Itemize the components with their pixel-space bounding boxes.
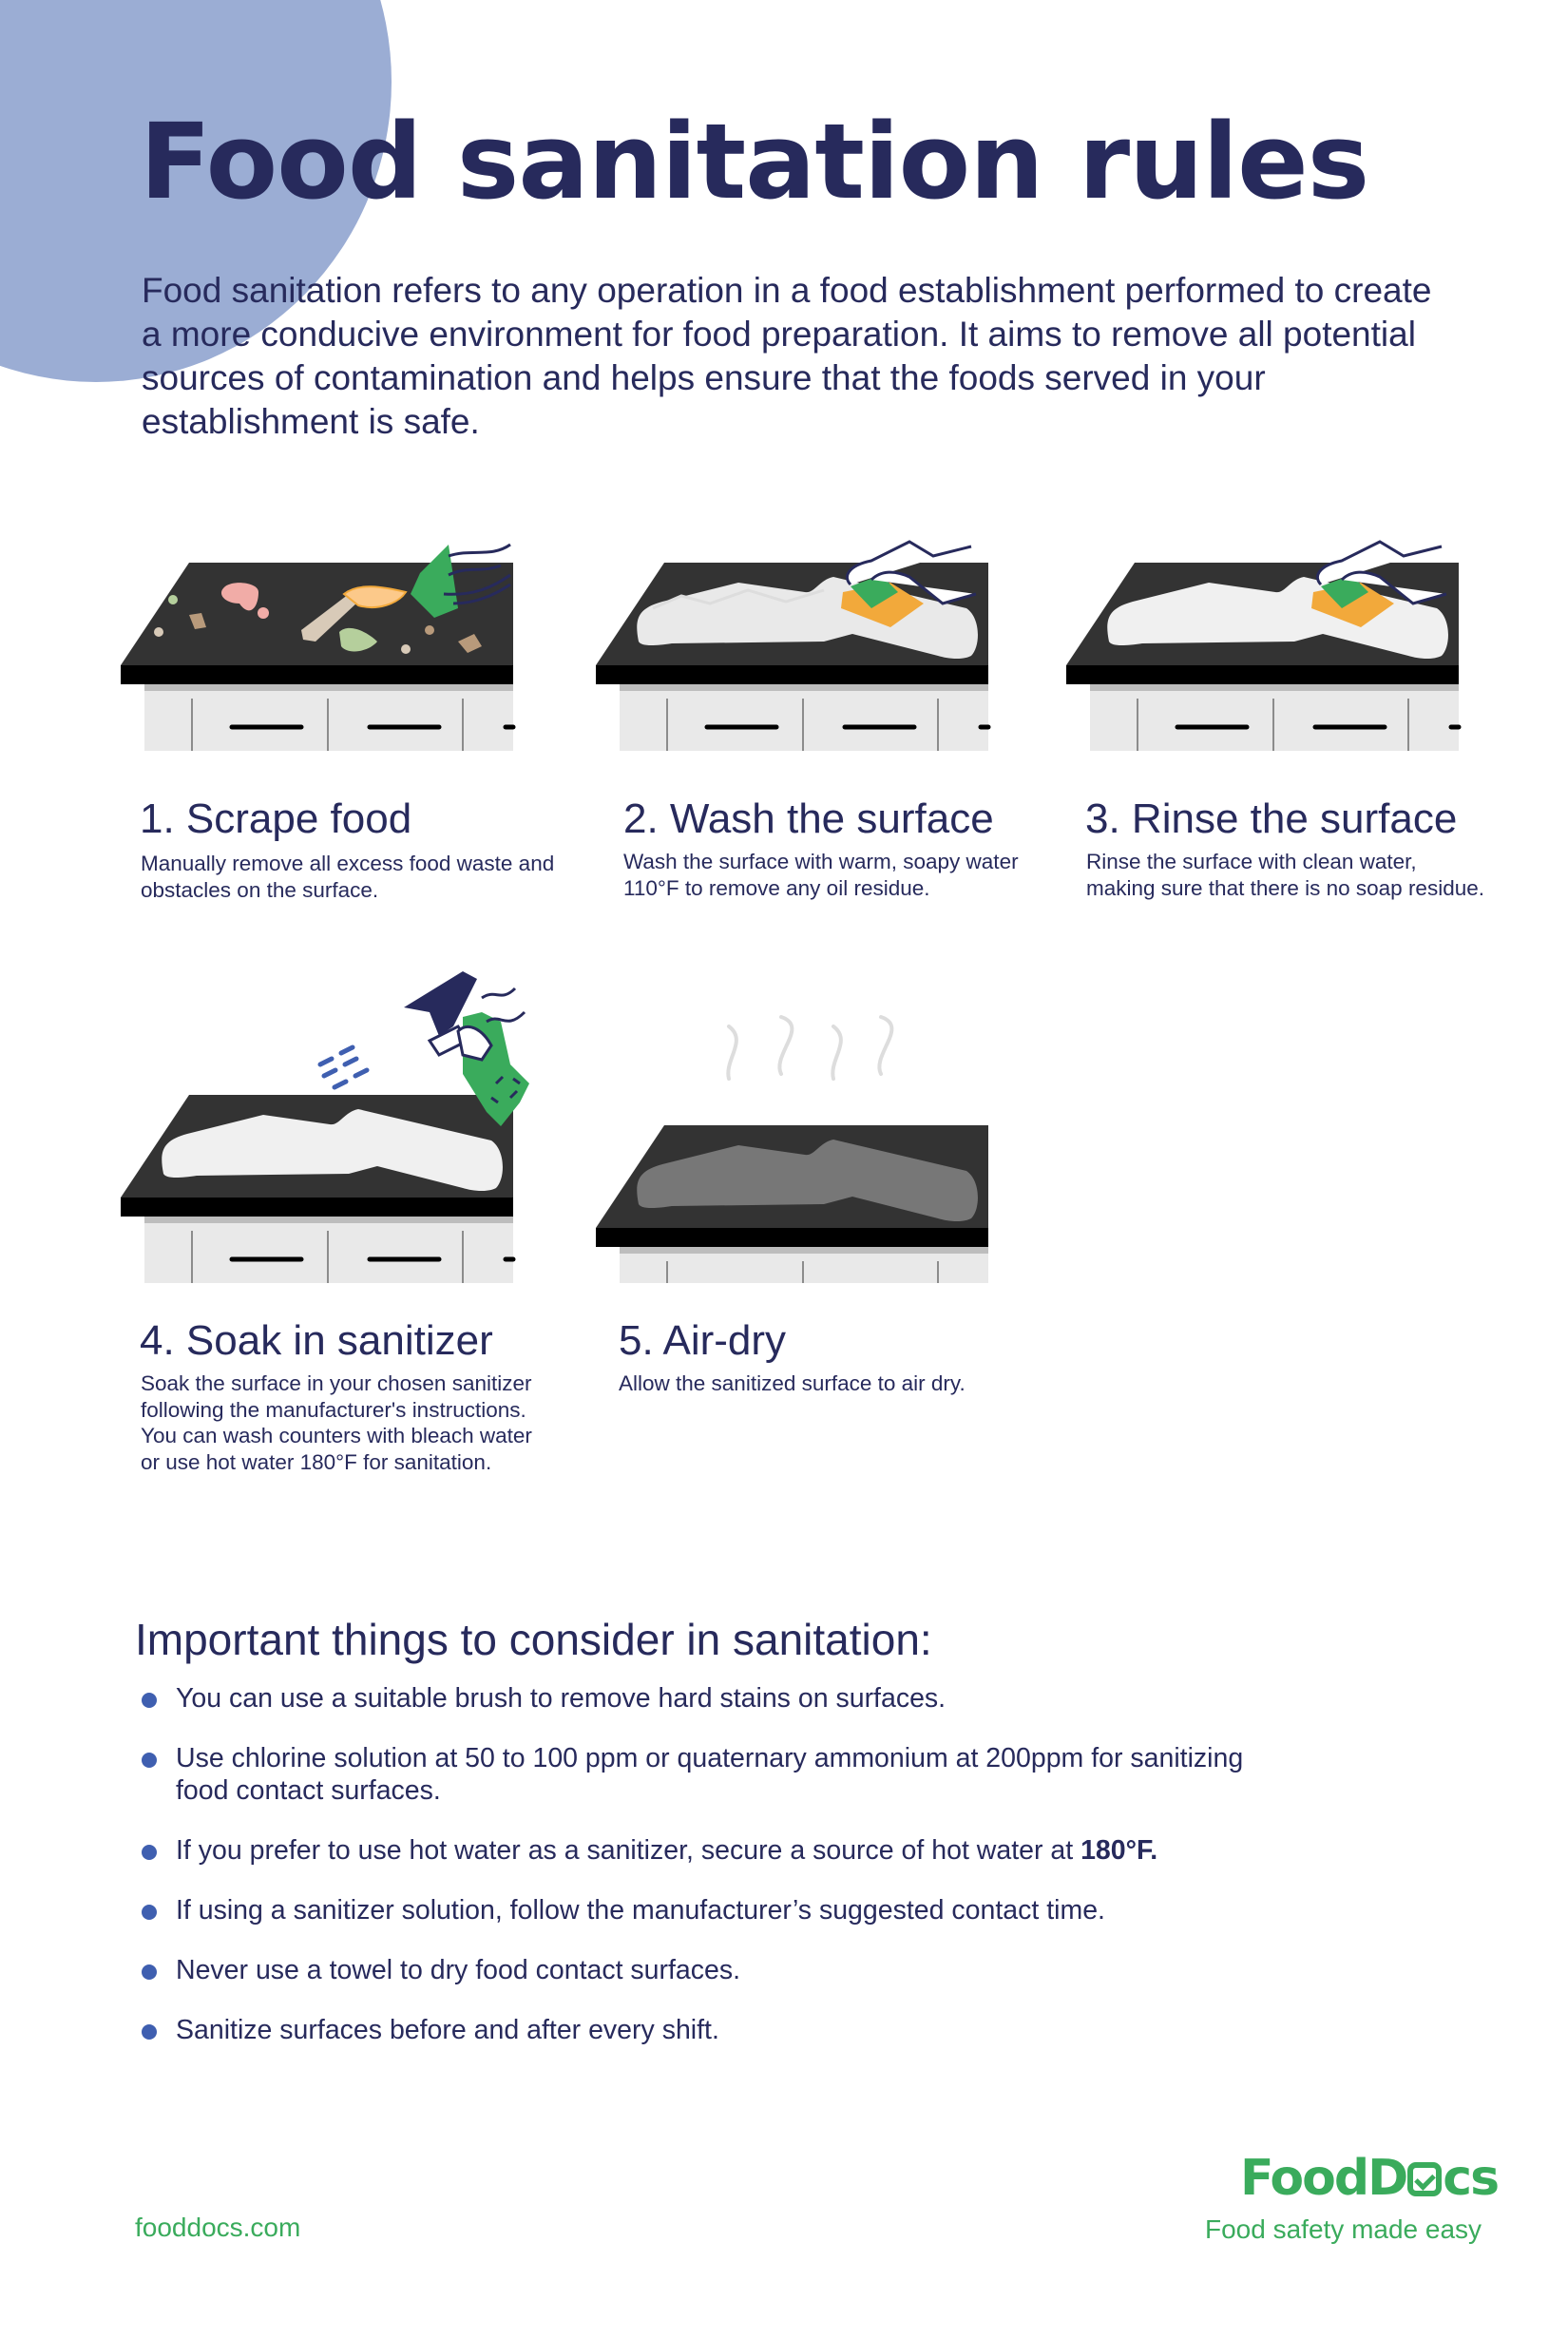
bullet-icon <box>142 1905 157 1920</box>
bullet-icon <box>142 1964 157 1980</box>
counter-dry-icon <box>596 998 1052 1283</box>
tip-item: Use chlorine solution at 50 to 100 ppm or quaternary ammonium at 200ppm for sanitizing food contact surfaces. <box>140 1742 1280 1807</box>
tip-item: Sanitize surfaces before and after every shift. <box>140 2014 1280 2046</box>
page-title: Food sanitation rules <box>140 101 1369 222</box>
tip-item: Never use a towel to dry food contact surfaces. <box>140 1954 1280 1986</box>
counter-wash-icon <box>596 527 1052 756</box>
step-4-title: 4. Soak in sanitizer <box>140 1317 493 1364</box>
steam-icon <box>728 1017 891 1079</box>
step-3-description: Rinse the surface with clean water, making sure that there is no soap residue. <box>1086 850 1484 900</box>
checkbox-icon <box>1407 2162 1442 2196</box>
step-4-description: Soak the surface in your chosen sanitizer following the manufacturer's instructions. You can wash counters with bleach water or use hot water 180°F for sanitation. <box>141 1371 532 1474</box>
bullet-icon <box>142 2024 157 2040</box>
website-link[interactable]: fooddocs.com <box>135 2213 301 2242</box>
step-wash-illustration <box>596 527 1052 756</box>
counter-scrape-icon <box>121 527 577 756</box>
step-dry-illustration <box>596 998 1052 1283</box>
bullet-icon <box>142 1753 157 1768</box>
tips-list <box>140 1682 1280 2074</box>
tip-item: If you prefer to use hot water as a sanitizer, secure a source of hot water at 180°F. <box>140 1834 1280 1867</box>
step-2-title: 2. Wash the surface <box>623 795 994 842</box>
tips-heading: Important things to consider in sanitation: <box>135 1615 932 1664</box>
step-1-title: 1. Scrape food <box>140 795 412 842</box>
bullet-icon <box>142 1693 157 1708</box>
intro-paragraph: Food sanitation refers to any operation in a food establishment performed to create a more conducive environment for food preparation. It aims to remove all potential sources of contamination and helps ensure that the foods served in your establishment is safe. <box>142 271 1432 441</box>
tip-item: If using a sanitizer solution, follow the manufacturer’s suggested contact time. <box>140 1894 1280 1926</box>
step-3-title: 3. Rinse the surface <box>1085 795 1458 842</box>
step-5-title: 5. Air-dry <box>619 1317 787 1364</box>
step-rinse-illustration <box>1066 527 1522 756</box>
step-sanitize-illustration <box>121 969 577 1283</box>
brand-tagline: Food safety made easy <box>1205 2214 1482 2244</box>
counter-spray-icon <box>121 969 577 1283</box>
tip-item: You can use a suitable brush to remove hard stains on surfaces. <box>140 1682 1280 1715</box>
counter-rinse-icon <box>1066 527 1522 756</box>
bullet-icon <box>142 1845 157 1860</box>
step-2-description: Wash the surface with warm, soapy water 110°F to remove any oil residue. <box>623 850 1019 900</box>
step-scrape-illustration <box>121 527 577 756</box>
step-1-description: Manually remove all excess food waste and obstacles on the surface. <box>141 852 555 902</box>
step-5-description: Allow the sanitized surface to air dry. <box>619 1371 966 1395</box>
fooddocs-logo: FoodD cs <box>1240 2150 1499 2207</box>
tip-highlight: 180°F. <box>1080 1835 1158 1866</box>
